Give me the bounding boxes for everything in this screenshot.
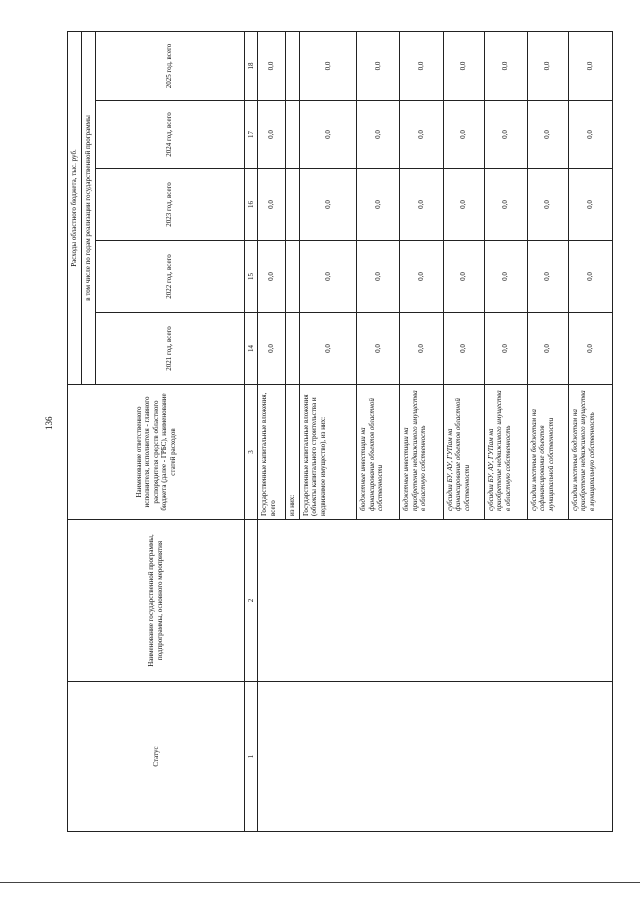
value-cell: 0,0 (357, 101, 400, 169)
header-executor: Наименование ответственного исполнителя, исполнителя - главного распорядителя средств областного бюджета (далее - ГРБС), наименование статей расходов (68, 385, 245, 520)
value-cell (286, 101, 300, 169)
header-budget: Расходы областного бюджета, тыс. руб. (68, 31, 82, 384)
page-number: 136 (44, 416, 54, 430)
value-cell: 0,0 (527, 101, 568, 169)
value-cell: 0,0 (568, 31, 612, 100)
col-number: 18 (244, 31, 258, 100)
value-cell: 0,0 (258, 31, 286, 100)
row-label: субсидии местным бюджетам на приобретение недвижимого имущества в муниципальную собственность (568, 385, 612, 520)
value-cell: 0,0 (357, 169, 400, 241)
value-cell: 0,0 (568, 169, 612, 241)
row-label: бюджетные инвестиции на финансирование объектов областной собственности (357, 385, 400, 520)
bottom-rule (0, 882, 640, 883)
value-cell: 0,0 (484, 169, 527, 241)
value-cell: 0,0 (443, 101, 484, 169)
value-cell (286, 169, 300, 241)
value-cell: 0,0 (299, 169, 356, 241)
status-cell (258, 682, 613, 832)
value-cell: 0,0 (258, 241, 286, 313)
row-label: Государственные капитальные вложения (объекты капитального строительства и недвижимое имущество), из них: (299, 385, 356, 520)
row-label: из них: (286, 385, 300, 520)
col-number: 14 (244, 313, 258, 385)
value-cell: 0,0 (484, 31, 527, 100)
value-cell: 0,0 (484, 101, 527, 169)
value-cell: 0,0 (443, 241, 484, 313)
value-cell: 0,0 (527, 31, 568, 100)
value-cell: 0,0 (568, 241, 612, 313)
value-cell: 0,0 (400, 31, 443, 100)
value-cell (286, 241, 300, 313)
header-by-years: в том числе по годам реализации государственной программы (81, 31, 95, 384)
value-cell: 0,0 (357, 313, 400, 385)
value-cell: 0,0 (484, 241, 527, 313)
value-cell: 0,0 (258, 169, 286, 241)
value-cell: 0,0 (357, 31, 400, 100)
value-cell: 0,0 (568, 101, 612, 169)
col-number: 3 (244, 385, 258, 520)
col-number: 2 (244, 520, 258, 682)
value-cell (286, 313, 300, 385)
col-number: 1 (244, 682, 258, 832)
value-cell: 0,0 (258, 101, 286, 169)
value-cell: 0,0 (299, 313, 356, 385)
value-cell: 0,0 (258, 313, 286, 385)
header-year-2024: 2024 год, всего (95, 101, 244, 169)
value-cell: 0,0 (299, 31, 356, 100)
value-cell: 0,0 (527, 313, 568, 385)
header-year-2023: 2023 год, всего (95, 169, 244, 241)
value-cell: 0,0 (527, 169, 568, 241)
col-number: 16 (244, 169, 258, 241)
budget-table (67, 31, 613, 832)
header-status: Статус (68, 682, 245, 832)
value-cell: 0,0 (484, 313, 527, 385)
value-cell: 0,0 (443, 31, 484, 100)
value-cell: 0,0 (443, 169, 484, 241)
row-label: субсидии местным бюджетам на софинансирование объектов муниципальной собственности (527, 385, 568, 520)
row-label: бюджетные инвестиции на приобретение недвижимого имущества в областную собственность (400, 385, 443, 520)
header-year-2021: 2021 год, всего (95, 313, 244, 385)
value-cell: 0,0 (357, 241, 400, 313)
value-cell: 0,0 (299, 241, 356, 313)
value-cell: 0,0 (299, 101, 356, 169)
value-cell: 0,0 (527, 241, 568, 313)
value-cell: 0,0 (443, 313, 484, 385)
value-cell: 0,0 (400, 241, 443, 313)
value-cell: 0,0 (400, 169, 443, 241)
value-cell (286, 31, 300, 100)
row-label: Государственные капитальные вложения, всего (258, 385, 286, 520)
row-label: субсидии БУ, АУ, ГУПам на приобретение недвижимого имущества в областную собственность (484, 385, 527, 520)
budget-table-wrapper (67, 32, 613, 832)
row-label: субсидии БУ, АУ, ГУПам на финансирование объектов областной собственности (443, 385, 484, 520)
col-number: 15 (244, 241, 258, 313)
value-cell: 0,0 (400, 101, 443, 169)
header-program: Наименование государственной программы, подпрограммы, основного мероприятия (68, 520, 245, 682)
value-cell: 0,0 (568, 313, 612, 385)
value-cell: 0,0 (400, 313, 443, 385)
program-cell (258, 520, 613, 682)
header-year-2022: 2022 год, всего (95, 241, 244, 313)
col-number: 17 (244, 101, 258, 169)
header-year-2025: 2025 год, всего (95, 31, 244, 100)
